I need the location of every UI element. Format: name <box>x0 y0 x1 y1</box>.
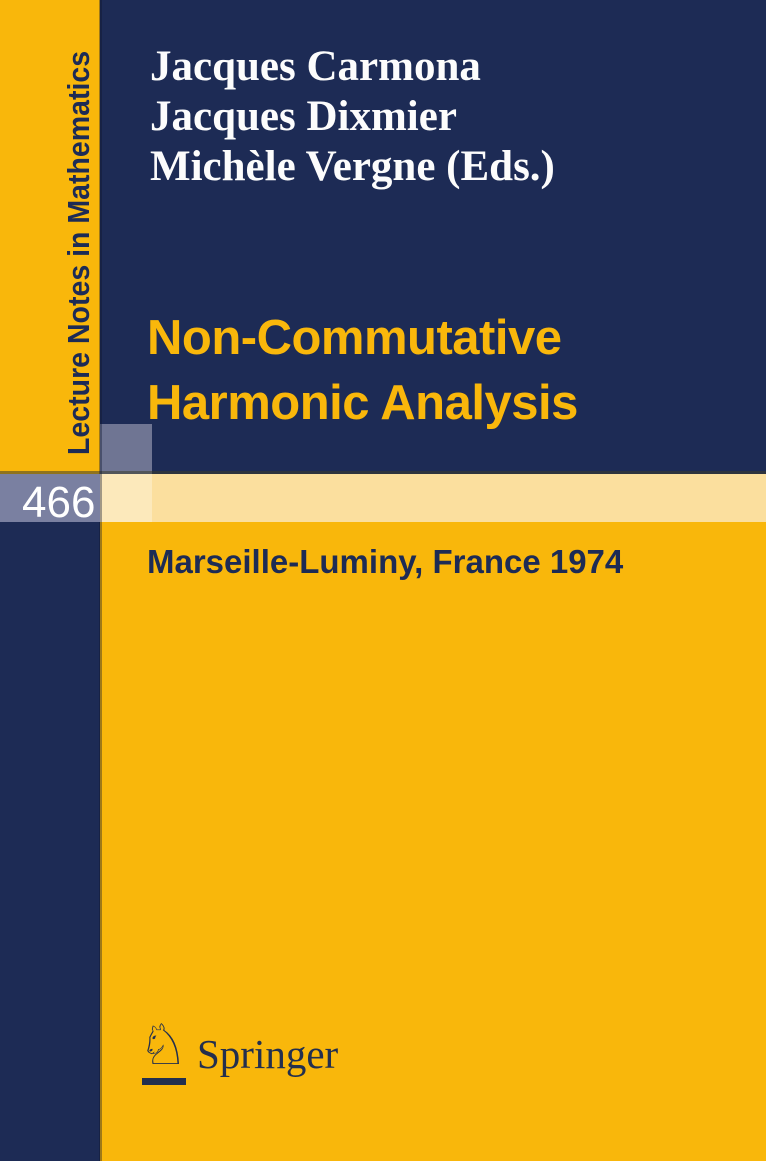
spine-strip-bottom <box>0 522 100 1161</box>
author-line-3: Michèle Vergne (Eds.) <box>150 143 555 190</box>
band-shadow-line <box>0 471 766 474</box>
volume-band <box>0 474 100 527</box>
series-title-vertical <box>61 16 97 455</box>
title-line-1: Non-Commutative <box>147 311 562 365</box>
authors-block <box>150 42 555 192</box>
volume-number: 466 <box>22 478 96 527</box>
mosaic-gray-square <box>100 424 152 474</box>
publisher-name: Springer <box>197 1031 339 1077</box>
mosaic-cream-square <box>100 474 152 522</box>
springer-horse-icon: ♘ <box>138 1013 189 1078</box>
spine-edge-line <box>99 0 102 1161</box>
book-title <box>147 306 578 436</box>
title-line-2: Harmonic Analysis <box>147 376 578 430</box>
author-line-1: Jacques Carmona <box>150 43 481 90</box>
series-title-label: Lecture Notes in Mathematics <box>61 50 96 455</box>
cream-band <box>152 474 766 522</box>
subtitle: Marseille-Luminy, France 1974 <box>147 543 624 580</box>
author-line-2: Jacques Dixmier <box>150 93 457 140</box>
logo-underline <box>142 1078 186 1085</box>
